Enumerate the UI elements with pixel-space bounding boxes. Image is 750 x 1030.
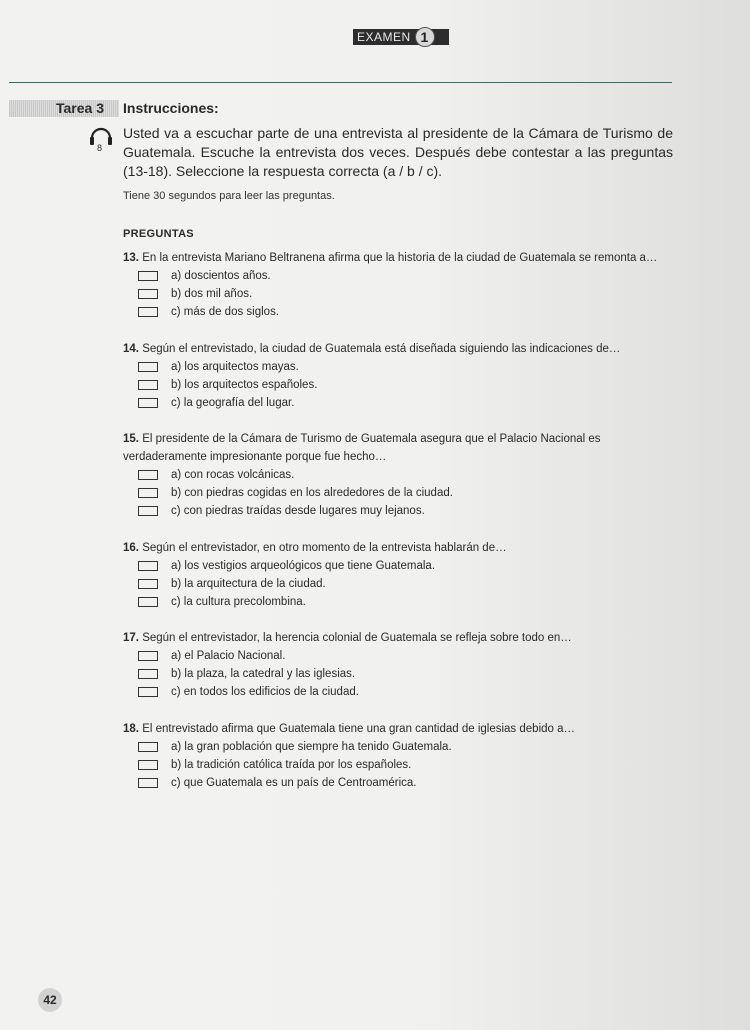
answer-checkbox[interactable] bbox=[138, 742, 158, 752]
question-text bbox=[123, 430, 673, 466]
question-13 bbox=[123, 249, 673, 321]
option-c[interactable] bbox=[138, 394, 673, 412]
answer-checkbox[interactable] bbox=[138, 488, 158, 498]
question-prompt: El presidente de la Cámara de Turismo de Guatemala asegura que el Palacio Nacional es verdaderamente impresionante porque fue hecho… bbox=[123, 433, 601, 463]
option-c[interactable] bbox=[138, 683, 673, 701]
question-17 bbox=[123, 629, 673, 701]
option-label: c) en todos los edificios de la ciudad. bbox=[171, 686, 359, 698]
answer-checkbox[interactable] bbox=[138, 669, 158, 679]
option-label: b) la arquitectura de la ciudad. bbox=[171, 578, 326, 590]
option-b[interactable] bbox=[138, 756, 673, 774]
option-b[interactable] bbox=[138, 484, 673, 502]
option-a[interactable] bbox=[138, 738, 673, 756]
option-label: a) los arquitectos mayas. bbox=[171, 361, 299, 373]
option-label: c) la geografía del lugar. bbox=[171, 397, 295, 409]
option-b[interactable] bbox=[138, 376, 673, 394]
questions-heading: PREGUNTAS bbox=[123, 228, 194, 240]
question-prompt: Según el entrevistador, en otro momento de la entrevista hablarán de… bbox=[142, 542, 507, 554]
answer-checkbox[interactable] bbox=[138, 778, 158, 788]
option-a[interactable] bbox=[138, 267, 673, 285]
answer-checkbox[interactable] bbox=[138, 561, 158, 571]
option-label: b) con piedras cogidas en los alrededores de la ciudad. bbox=[171, 487, 453, 499]
instructions-title: Instrucciones: bbox=[123, 100, 219, 116]
answer-checkbox[interactable] bbox=[138, 760, 158, 770]
option-a[interactable] bbox=[138, 557, 673, 575]
reading-time-note: Tiene 30 segundos para leer las preguntas. bbox=[123, 190, 335, 202]
option-b[interactable] bbox=[138, 285, 673, 303]
question-number: 18. bbox=[123, 723, 139, 735]
exam-badge-label: EXAMEN bbox=[357, 30, 411, 44]
answer-checkbox[interactable] bbox=[138, 470, 158, 480]
question-18 bbox=[123, 720, 673, 792]
question-number: 13. bbox=[123, 252, 139, 264]
question-text bbox=[123, 720, 673, 738]
answer-checkbox[interactable] bbox=[138, 271, 158, 281]
answer-checkbox[interactable] bbox=[138, 579, 158, 589]
option-label: c) que Guatemala es un país de Centroamérica. bbox=[171, 777, 417, 789]
option-label: a) con rocas volcánicas. bbox=[171, 469, 295, 481]
question-text bbox=[123, 249, 673, 267]
option-label: a) los vestigios arqueológicos que tiene Guatemala. bbox=[171, 560, 436, 572]
exam-number: 1 bbox=[415, 27, 435, 47]
answer-checkbox[interactable] bbox=[138, 506, 158, 516]
answer-checkbox[interactable] bbox=[138, 289, 158, 299]
question-prompt: El entrevistado afirma que Guatemala tiene una gran cantidad de iglesias debido a… bbox=[142, 723, 576, 735]
question-prompt: En la entrevista Mariano Beltranena afirma que la historia de la ciudad de Guatemala se remonta a… bbox=[142, 252, 658, 264]
option-c[interactable] bbox=[138, 303, 673, 321]
question-text bbox=[123, 539, 673, 557]
option-c[interactable] bbox=[138, 774, 673, 792]
answer-checkbox[interactable] bbox=[138, 362, 158, 372]
option-c[interactable] bbox=[138, 593, 673, 611]
option-label: c) más de dos siglos. bbox=[171, 306, 280, 318]
answer-checkbox[interactable] bbox=[138, 380, 158, 390]
audio-track-number: 8 bbox=[97, 143, 103, 153]
question-14 bbox=[123, 340, 673, 412]
question-15 bbox=[123, 430, 673, 520]
badge-tail bbox=[437, 29, 447, 45]
option-a[interactable] bbox=[138, 358, 673, 376]
task-label-box bbox=[9, 100, 119, 117]
instructions-text: Usted va a escuchar parte de una entrevista al presidente de la Cámara de Turismo de Guatemala. Escuche la entrevista dos veces. Después debe contestar a las preguntas (13-18). Seleccione la respuesta correcta (a / b / c). bbox=[123, 125, 673, 179]
header-rule bbox=[9, 82, 672, 83]
question-number: 17. bbox=[123, 632, 139, 644]
option-label: c) con piedras traídas desde lugares muy lejanos. bbox=[171, 505, 425, 517]
option-c[interactable] bbox=[138, 502, 673, 520]
option-label: b) dos mil años. bbox=[171, 288, 253, 300]
question-prompt: Según el entrevistado, la ciudad de Guatemala está diseñada siguiendo las indicaciones de… bbox=[142, 343, 621, 355]
option-b[interactable] bbox=[138, 665, 673, 683]
question-text bbox=[123, 340, 673, 358]
option-label: b) los arquitectos españoles. bbox=[171, 379, 318, 391]
option-a[interactable] bbox=[138, 466, 673, 484]
option-label: a) el Palacio Nacional. bbox=[171, 650, 286, 662]
option-label: c) la cultura precolombina. bbox=[171, 596, 306, 608]
task-label: Tarea 3 bbox=[56, 100, 104, 116]
option-label: a) la gran población que siempre ha tenido Guatemala. bbox=[171, 741, 452, 753]
option-label: b) la tradición católica traída por los españoles. bbox=[171, 759, 412, 771]
answer-checkbox[interactable] bbox=[138, 651, 158, 661]
question-prompt: Según el entrevistador, la herencia colonial de Guatemala se refleja sobre todo en… bbox=[142, 632, 572, 644]
option-label: b) la plaza, la catedral y las iglesias. bbox=[171, 668, 356, 680]
question-number: 16. bbox=[123, 542, 139, 554]
page-number: 42 bbox=[38, 988, 62, 1012]
question-number: 15. bbox=[123, 433, 139, 445]
answer-checkbox[interactable] bbox=[138, 307, 158, 317]
option-a[interactable] bbox=[138, 647, 673, 665]
question-number: 14. bbox=[123, 343, 139, 355]
question-16 bbox=[123, 539, 673, 611]
option-b[interactable] bbox=[138, 575, 673, 593]
option-label: a) doscientos años. bbox=[171, 270, 271, 282]
exam-badge bbox=[353, 29, 449, 45]
answer-checkbox[interactable] bbox=[138, 597, 158, 607]
answer-checkbox[interactable] bbox=[138, 398, 158, 408]
answer-checkbox[interactable] bbox=[138, 687, 158, 697]
question-text bbox=[123, 629, 673, 647]
